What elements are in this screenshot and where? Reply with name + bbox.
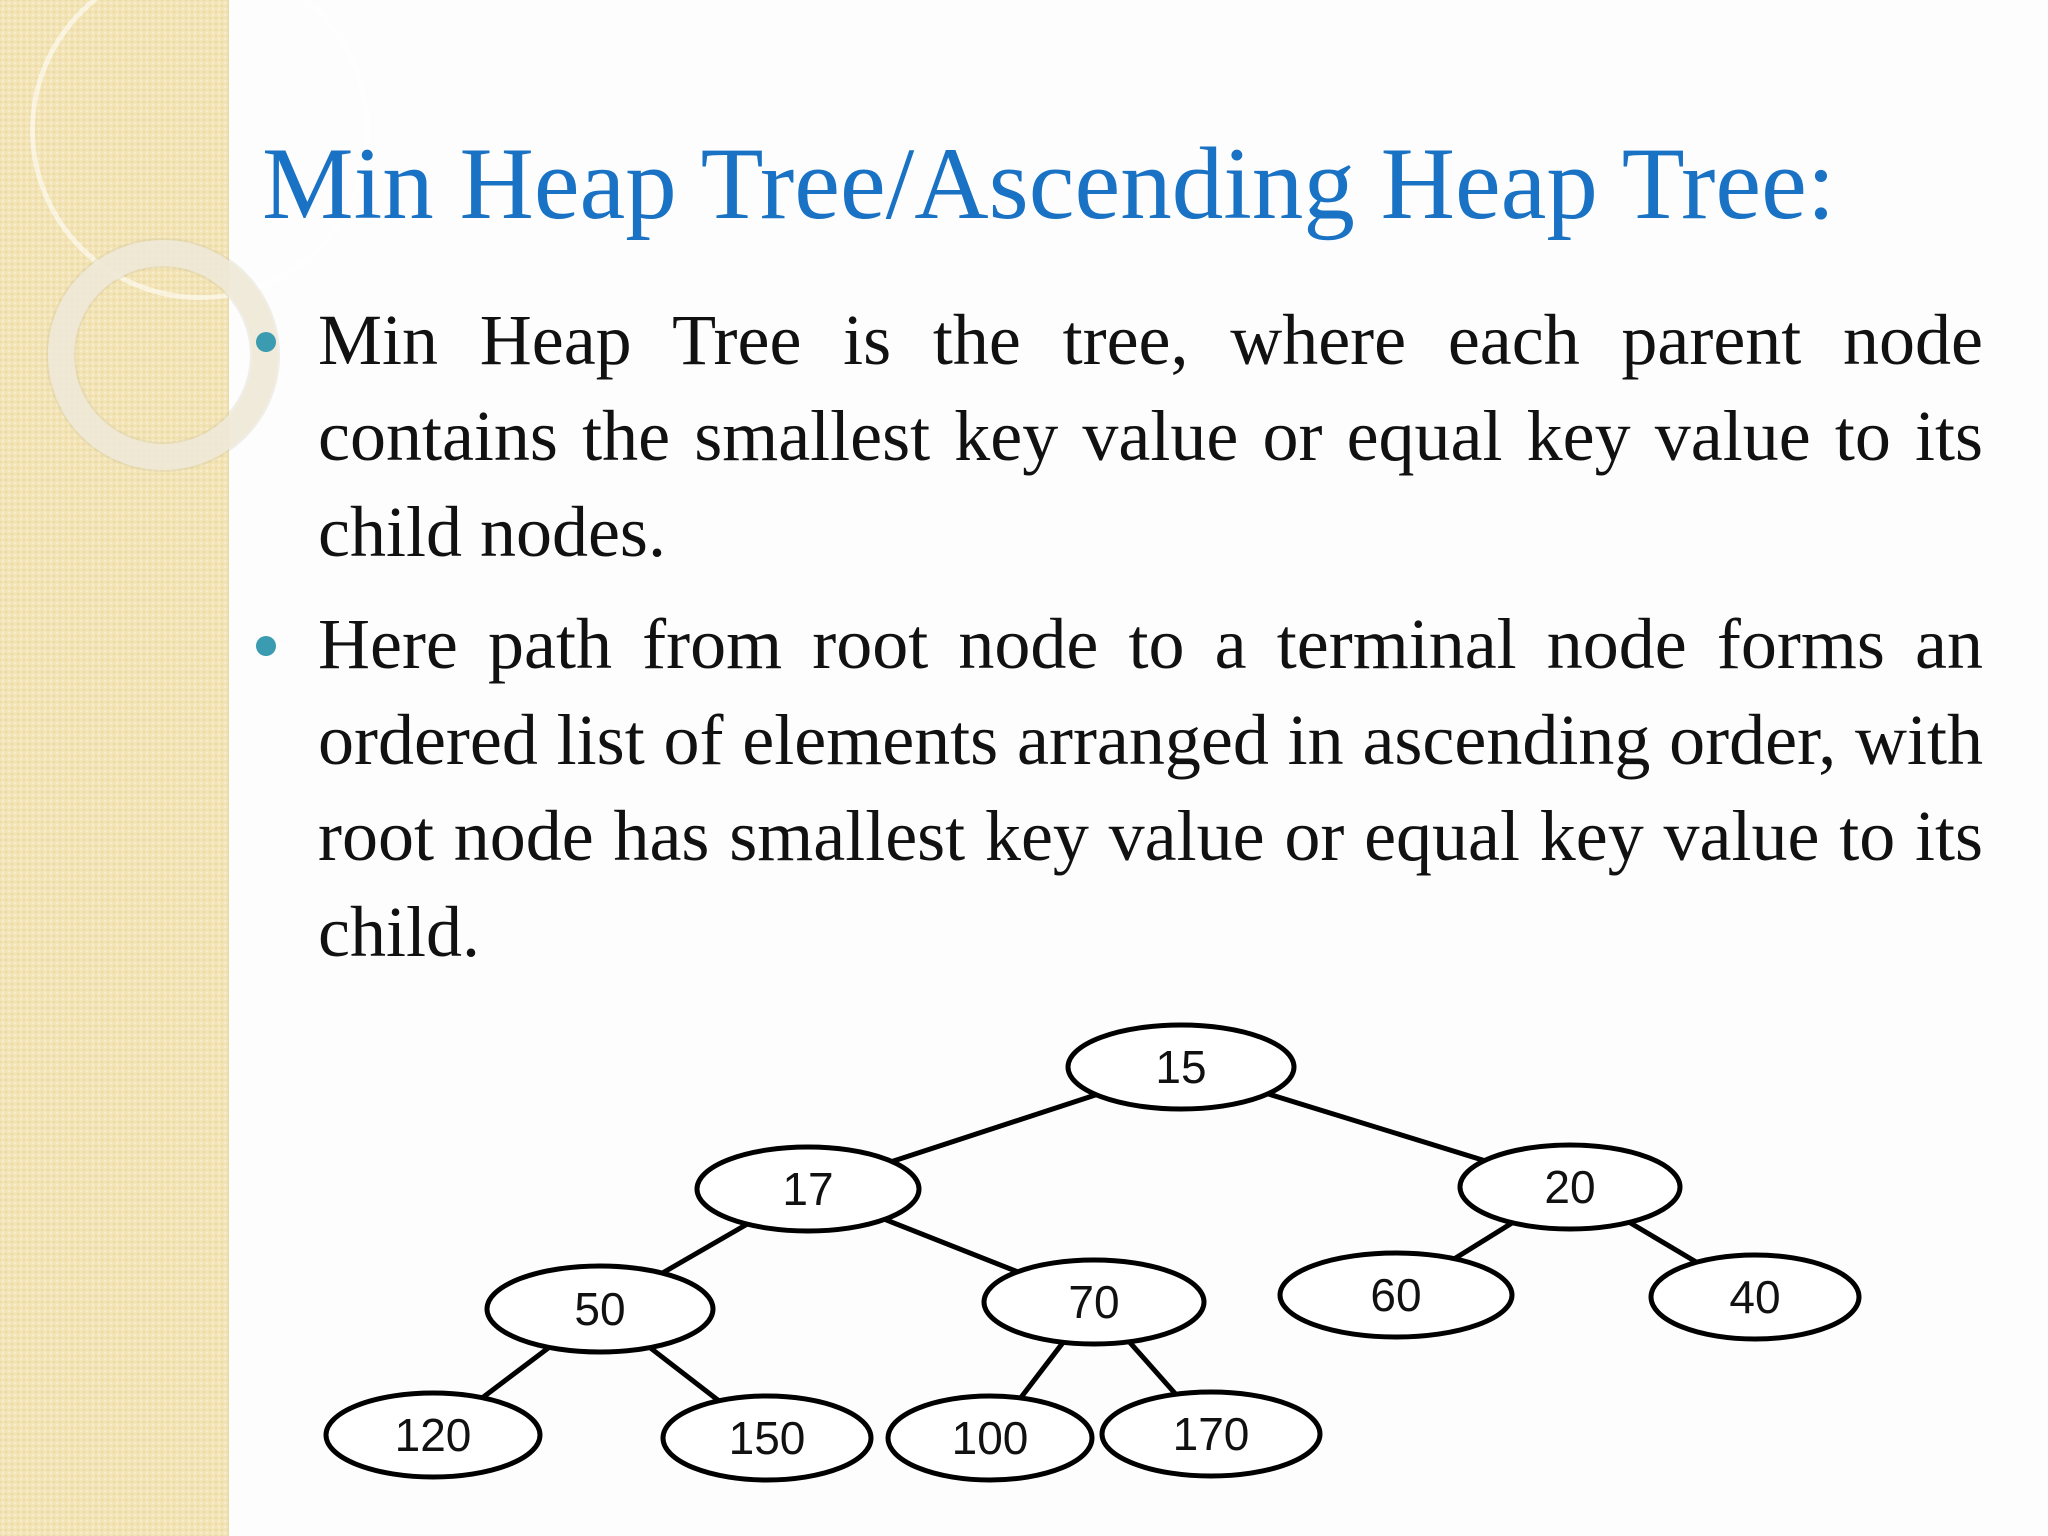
bullet-text: Min Heap Tree is the tree, where each parent node contains the smallest key value or equal key value to its child nodes.: [318, 300, 1983, 572]
tree-edge: [1268, 1094, 1484, 1161]
tree-node-label: 70: [1068, 1276, 1120, 1328]
tree-node-label: 120: [394, 1409, 472, 1461]
tree-node-60: [1280, 1253, 1512, 1337]
tree-edge: [482, 1347, 549, 1397]
tree-node-label: 40: [1729, 1271, 1781, 1323]
tree-edge: [1454, 1223, 1512, 1259]
bullet-text: Here path from root node to a terminal node forms an ordered list of elements arranged in ascending order, with root node has smallest key value or equal key value to its child.: [318, 604, 1983, 972]
tree-edge: [1629, 1222, 1696, 1262]
tree-node-100: [888, 1396, 1092, 1480]
tree-node-50: [487, 1266, 713, 1352]
tree-edge: [1021, 1342, 1064, 1398]
tree-node-20: [1460, 1145, 1680, 1229]
tree-node-label: 50: [574, 1283, 626, 1335]
tree-node-label: 60: [1370, 1269, 1422, 1321]
tree-node-label: 150: [728, 1412, 806, 1464]
tree-edge: [650, 1348, 719, 1401]
tree-node-170: [1102, 1392, 1320, 1476]
tree-node-17: [697, 1147, 919, 1231]
tree-node-120: [326, 1393, 540, 1477]
slide-title: Min Heap Tree/Ascending Heap Tree:: [262, 127, 1836, 241]
tree-edge: [662, 1224, 747, 1273]
tree-edge: [892, 1095, 1096, 1162]
tree-node-label: 170: [1172, 1408, 1250, 1460]
tree-node-150: [663, 1396, 871, 1480]
tree-edge: [885, 1219, 1018, 1271]
tree-node-label: 15: [1155, 1041, 1207, 1093]
tree-node-label: 100: [951, 1412, 1029, 1464]
tree-node-40: [1651, 1255, 1859, 1339]
tree-node-15: [1068, 1025, 1294, 1109]
tree-node-70: [984, 1260, 1204, 1344]
tree-node-label: 20: [1544, 1161, 1596, 1213]
tree-node-label: 17: [782, 1163, 834, 1215]
tree-edge: [1129, 1342, 1176, 1394]
